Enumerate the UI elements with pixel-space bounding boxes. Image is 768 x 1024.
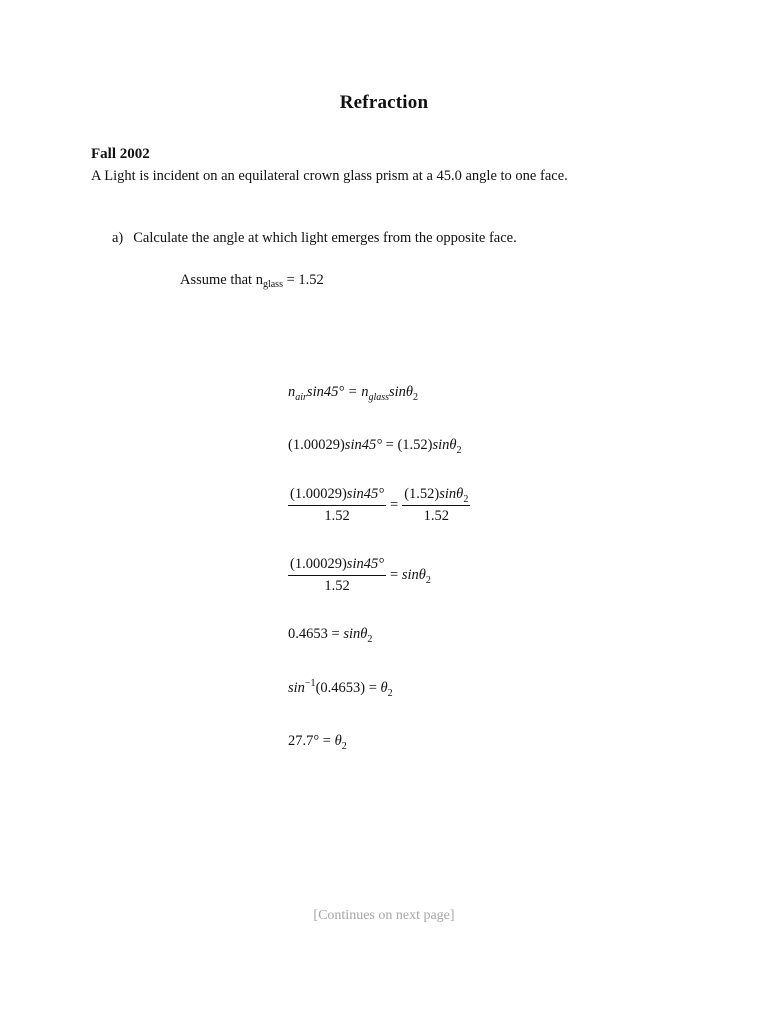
eq5-left: 0.4653 =	[288, 626, 344, 642]
eq1-two-sub: 2	[413, 392, 419, 403]
eq4-sin-theta: sinθ	[401, 567, 426, 583]
eq3-num-left-sin: sin45°	[346, 486, 385, 502]
eq7-left: 27.7° =	[288, 733, 335, 749]
eq3-right-fraction	[402, 486, 470, 525]
equation-4	[288, 556, 435, 595]
equation-5	[288, 626, 372, 643]
page-title: Refraction	[339, 92, 429, 113]
eq3-equals: =	[390, 497, 399, 513]
assumption-suffix: = 1.52	[282, 272, 324, 288]
eq1-n: n	[288, 384, 296, 400]
eq3-right-denominator: 1.52	[423, 508, 449, 524]
eq3-num-right-two: 2	[463, 494, 469, 505]
eq6-sin: sin	[288, 680, 305, 696]
eq3-num-right-sin: sinθ	[439, 486, 464, 502]
equation-1	[288, 384, 418, 401]
eq4-fraction	[288, 556, 386, 595]
question-a	[112, 230, 517, 247]
eq3-num-left: (1.00029)	[290, 486, 347, 502]
eq4-denominator: 1.52	[324, 578, 350, 594]
eq3-left-fraction	[288, 486, 386, 525]
eq4-rhs	[390, 567, 431, 584]
problem-statement: A Light is incident on an equilateral crown glass prism at a 45.0 angle to one face.	[91, 168, 568, 184]
equation-3	[288, 486, 470, 525]
eq5-two-sub: 2	[367, 634, 373, 645]
eq4-num-sin: sin45°	[346, 556, 385, 572]
equation-6	[288, 680, 393, 697]
eq3-left-denominator: 1.52	[324, 508, 350, 524]
eq4-numerator	[288, 556, 386, 576]
eq2-sin-theta: sinθ	[432, 437, 457, 453]
eq6-theta: θ	[380, 680, 388, 696]
eq4-num: (1.00029)	[290, 556, 347, 572]
assumption-line	[180, 272, 324, 290]
eq2-left: (1.00029)	[288, 437, 345, 453]
question-marker: a)	[112, 230, 124, 246]
eq2-mid: = (1.52)	[382, 437, 433, 453]
eq2-sin45: sin45°	[344, 437, 383, 453]
equation-2	[288, 437, 462, 454]
eq1-sin45: sin45° =	[306, 384, 362, 400]
eq7-two-sub: 2	[341, 741, 347, 752]
eq1-air-sub: air	[295, 392, 307, 403]
assumption-prefix: Assume that n	[180, 272, 263, 288]
question-text: Calculate the angle at which light emerges from the opposite face.	[133, 230, 517, 246]
eq3-left-numerator	[288, 486, 386, 506]
eq3-num-right: (1.52)	[404, 486, 440, 502]
eq1-n2: n	[361, 384, 369, 400]
eq7-theta: θ	[334, 733, 342, 749]
eq4-equals: =	[390, 567, 402, 583]
equation-7	[288, 733, 347, 750]
eq2-two-sub: 2	[456, 445, 462, 456]
eq6-inverse-exp: −1	[304, 678, 316, 689]
eq3-right-numerator	[402, 486, 470, 506]
eq1-sin-theta: sinθ	[389, 384, 414, 400]
eq1-glass-sub: glass	[368, 392, 389, 403]
assumption-subscript: glass	[262, 279, 283, 290]
section-heading: Fall 2002	[91, 146, 150, 162]
eq4-two-sub: 2	[425, 575, 431, 586]
eq6-mid: (0.4653) =	[315, 680, 381, 696]
eq6-two-sub: 2	[387, 688, 393, 699]
continues-footer: [Continues on next page]	[313, 908, 455, 923]
eq5-sin-theta: sinθ	[343, 626, 368, 642]
